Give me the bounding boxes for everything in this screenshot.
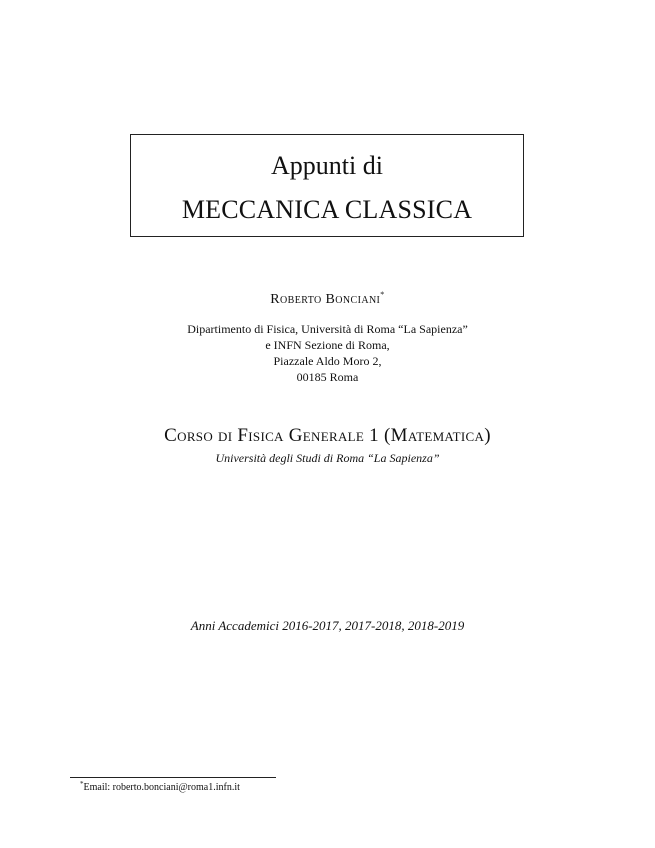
academic-years: Anni Accademici 2016-2017, 2017-2018, 2018-2019 bbox=[190, 618, 465, 633]
author-name-text: Roberto Bonciani bbox=[270, 292, 381, 307]
title-line-2: MECCANICA CLASSICA bbox=[181, 195, 473, 224]
footnote-rule bbox=[70, 777, 276, 778]
title-box bbox=[130, 134, 524, 237]
author-footnote-mark: * bbox=[380, 290, 385, 299]
course-title: Corso di Fisica Generale 1 (Matematica) bbox=[164, 425, 491, 446]
affiliation-line-4: 00185 Roma bbox=[296, 370, 359, 384]
footnote-email: Email: roberto.bonciani@roma1.infn.it bbox=[83, 782, 240, 793]
affiliation-line-2: e INFN Sezione di Roma, bbox=[265, 338, 390, 352]
footnote-mark: * bbox=[80, 780, 84, 788]
author-name bbox=[0, 291, 655, 309]
course-university: Università degli Studi di Roma “La Sapienza” bbox=[215, 451, 440, 465]
affiliation-line-3: Piazzale Aldo Moro 2, bbox=[273, 354, 382, 368]
title-line-1: Appunti di bbox=[271, 151, 383, 180]
footnote bbox=[80, 781, 240, 794]
affiliation-line-1: Dipartimento di Fisica, Università di Roma “La Sapienza” bbox=[187, 322, 468, 336]
